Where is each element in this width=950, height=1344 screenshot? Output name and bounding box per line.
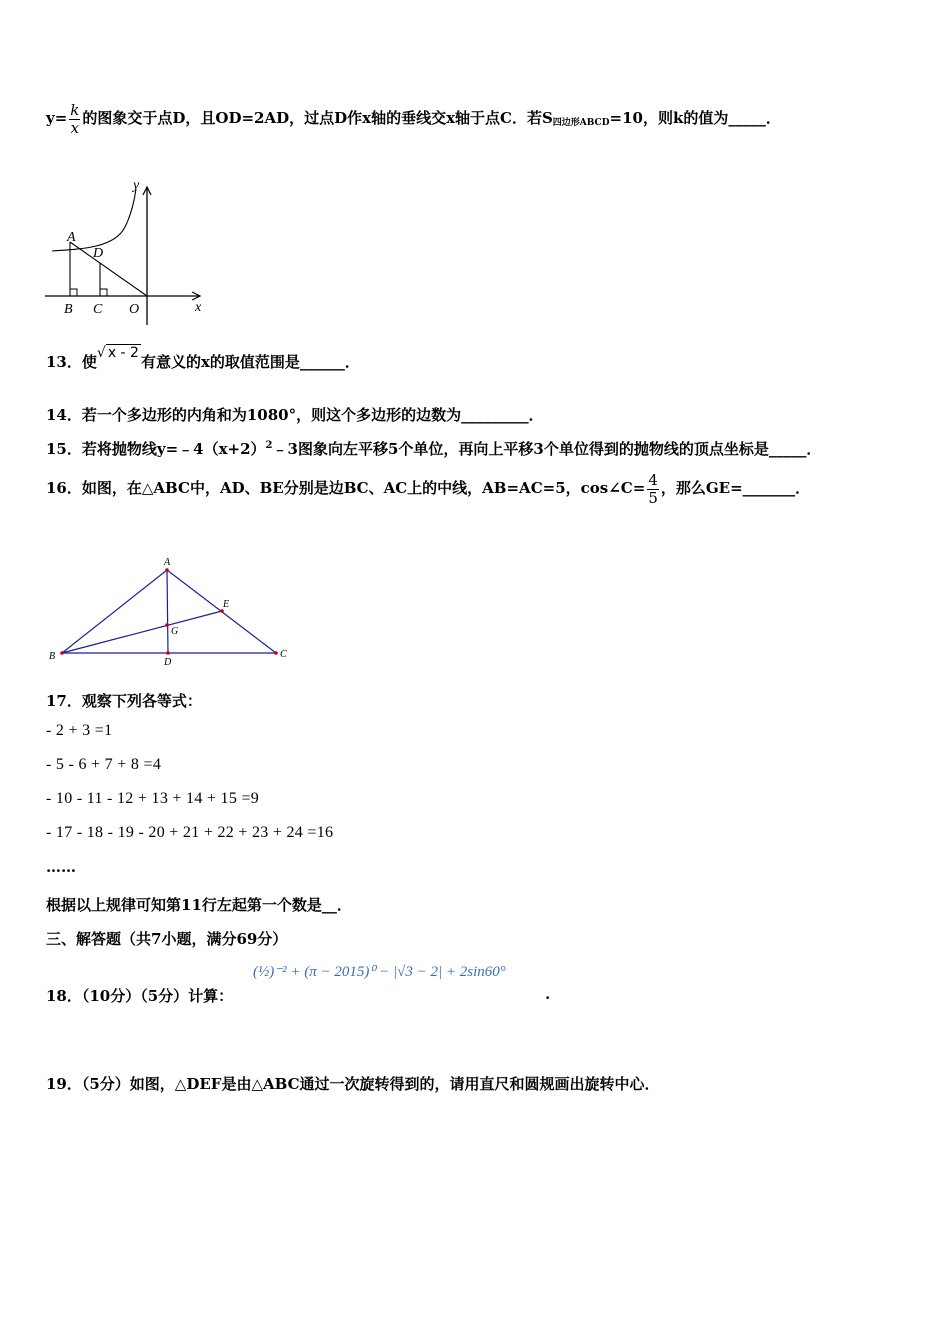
label-o: O xyxy=(129,302,140,317)
median-be xyxy=(62,611,222,653)
label-e: E xyxy=(223,599,230,610)
q13-blank: ______ xyxy=(299,353,345,371)
triangle-abc xyxy=(62,570,276,653)
median-ad xyxy=(167,570,168,653)
q16-frac-den: 5 xyxy=(648,488,658,507)
q17-end: ． xyxy=(336,896,352,914)
label-b: B xyxy=(64,302,73,317)
point-a xyxy=(165,568,169,572)
q12-blank: _____ xyxy=(728,109,766,127)
q17-conclusion-text: 根据以上规律可知第11行左起第一个数是 xyxy=(46,896,322,914)
q16-fraction xyxy=(647,472,659,506)
q17-title: 17．观察下列各等式： xyxy=(46,692,202,710)
label-g: G xyxy=(171,626,179,637)
q12-frac-num: k xyxy=(70,101,80,119)
right-angle-b xyxy=(70,289,77,296)
question-13 xyxy=(46,345,360,372)
q13-radicand: x - 2 xyxy=(107,345,139,361)
q16-text-a: 16．如图，在△ABC中，AD、BE分别是边BC、AC上的中线，AB=AC=5，cos∠C= xyxy=(46,479,646,497)
q12-subscript: 四边形ABCD xyxy=(552,118,610,128)
point-d xyxy=(166,651,170,655)
q12-fraction xyxy=(69,102,80,136)
point-g xyxy=(165,623,169,627)
question-16 xyxy=(46,472,810,506)
q12-prefix: y= xyxy=(46,109,68,127)
label-y: y xyxy=(133,178,140,193)
label-x: x xyxy=(195,300,202,315)
figure-triangle xyxy=(40,552,300,672)
q15-end: ． xyxy=(806,440,822,458)
q19-text: 19．（5分）如图，△DEF是由△ABC通过一次旋转得到的，请用直尺和圆规画出旋转中心． xyxy=(46,1075,660,1093)
q17-row-3: - 10 - 11 - 12 + 13 + 14 + 15 =9 xyxy=(46,790,260,807)
q17-conclusion xyxy=(46,894,352,915)
point-c xyxy=(274,651,278,655)
q17-row-1: - 2 + 3 =1 xyxy=(46,722,113,739)
q17-blank: __ xyxy=(321,896,337,914)
hyperbola-curve xyxy=(52,189,136,251)
question-14 xyxy=(46,404,544,425)
q18-formula: (½)⁻² + (π − 2015)⁰ − |√3 − 2| + 2sin60° xyxy=(253,964,506,980)
label-c: C xyxy=(93,302,103,317)
label-b: B xyxy=(49,651,56,662)
q12-text-a: 的图象交于点D，且OD=2AD，过点D作x轴的垂线交x轴于点C．若S xyxy=(82,109,553,127)
q13-post: 有意义的x的取值范围是 xyxy=(140,353,300,371)
label-a: A xyxy=(164,557,171,568)
question-15 xyxy=(46,438,821,459)
point-b xyxy=(60,651,64,655)
q16-end: ． xyxy=(795,479,811,497)
q13-end: ． xyxy=(344,353,360,371)
q12-end: ． xyxy=(765,109,781,127)
q17-row-4: - 17 - 18 - 19 - 20 + 21 + 22 + 23 + 24 =16 xyxy=(46,824,334,841)
q14-blank: _________ xyxy=(461,406,529,424)
q15-sup: 2 xyxy=(265,440,273,451)
q16-frac-num: 4 xyxy=(648,471,658,489)
label-c: C xyxy=(280,649,287,660)
figure-hyperbola xyxy=(40,175,220,330)
label-d: D xyxy=(93,246,104,261)
segment-ao xyxy=(70,242,147,296)
q14-end: ． xyxy=(528,406,544,424)
q14-text: 14．若一个多边形的内角和为1080°，则这个多边形的边数为 xyxy=(46,406,462,424)
q15-blank: _____ xyxy=(768,440,807,458)
q18-text: 18．（10分）（5分）计算： xyxy=(46,987,234,1005)
q15-text-b: ﹣3图象向左平移5个单位，再向上平移3个单位得到的抛物线的顶点坐标是 xyxy=(272,440,769,458)
section-3-heading: 三、解答题（共7小题，满分69分） xyxy=(46,930,288,948)
q16-text-b: ，那么GE= xyxy=(660,479,743,497)
label-d: D xyxy=(164,657,172,668)
q15-text-a: 15．若将抛物线y=﹣4（x+2） xyxy=(46,440,266,458)
q12-text-b: =10，则k的值为 xyxy=(609,109,729,127)
right-angle-c xyxy=(100,289,107,296)
question-12 xyxy=(46,102,781,136)
q17-row-2: - 5 - 6 + 7 + 8 =4 xyxy=(46,756,162,773)
q13-sqrt: √ x - 2 xyxy=(96,345,139,361)
q18-end: . xyxy=(545,985,551,1003)
q16-blank: _______ xyxy=(742,479,796,497)
q13-number: 13． xyxy=(46,353,82,371)
q12-frac-den: x xyxy=(70,118,80,137)
q13-pre: 使 xyxy=(81,353,97,371)
q17-ellipsis: …… xyxy=(46,858,76,876)
label-a: A xyxy=(67,230,76,245)
